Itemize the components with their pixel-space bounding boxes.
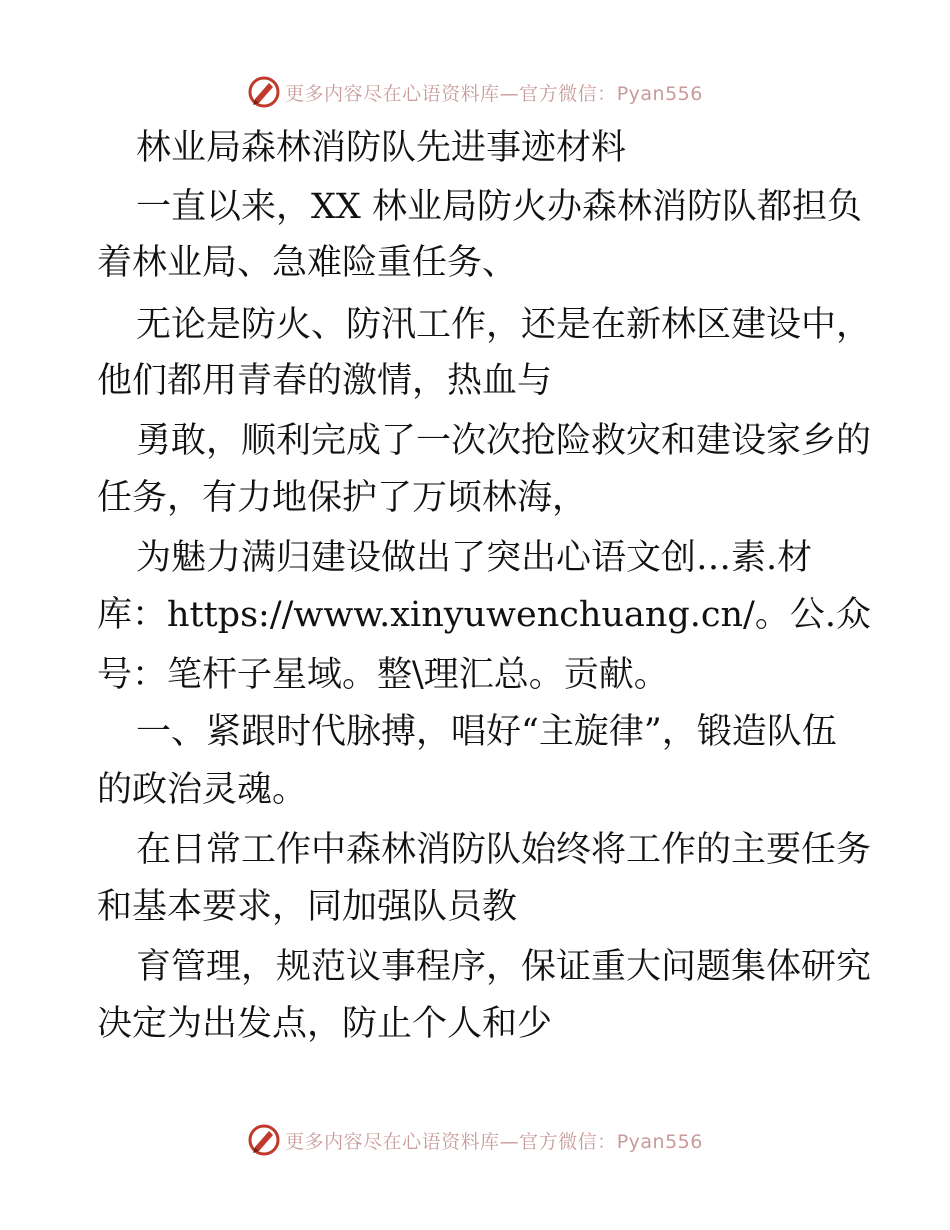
pen-logo-icon: [247, 75, 281, 109]
paragraph-line: 一直以来，XX 林业局防火办森林消防队都担负: [136, 187, 862, 227]
document-title: 林业局森林消防队先进事迹材料: [136, 128, 627, 168]
paragraph-line: 决定为出发点，防止个人和少: [97, 1004, 553, 1044]
paragraph-line: 任务，有力地保护了万顷林海，: [97, 478, 588, 518]
header-banner-text: [285, 79, 703, 106]
footer-banner: [0, 1120, 950, 1160]
header-banner-title: 更多内容尽在心语资料库: [285, 82, 500, 105]
footer-wechat-label: 官方微信：: [519, 1130, 617, 1153]
paragraph-line: 和基本要求，同加强队员教: [97, 887, 518, 927]
paragraph-line: 在日常工作中森林消防队始终将工作的主要任务: [136, 830, 872, 870]
header-banner: [0, 72, 950, 112]
paragraph-line: 为魅力满归建设做出了突出心语文创…素.材: [136, 538, 813, 578]
paragraph-line: 着林业局、急难险重任务、: [97, 243, 518, 283]
paragraph-line: 育管理，规范议事程序，保证重大问题集体研究: [136, 947, 872, 987]
paragraph-line: 库：https://www.xinyuwenchuang.cn/。公.众: [97, 595, 871, 635]
paragraph-line: 号：笔杆子星域。整\理汇总。贡献。: [97, 655, 669, 695]
header-banner-dash: —: [499, 82, 520, 105]
paragraph-line: 无论是防火、防汛工作，还是在新林区建设中，: [136, 305, 872, 345]
paragraph-line: 他们都用青春的激情，热血与: [97, 361, 553, 401]
header-wechat-id: Pyan556: [616, 82, 703, 105]
footer-banner-title: 更多内容尽在心语资料库: [285, 1130, 500, 1153]
footer-wechat-id: Pyan556: [616, 1130, 703, 1153]
footer-banner-text: [285, 1127, 703, 1154]
footer-banner-dash: —: [499, 1130, 520, 1153]
section-heading: 一、紧跟时代脉搏，唱好“主旋律”，锻造队伍: [136, 712, 837, 752]
section-heading-cont: 的政治灵魂。: [97, 770, 308, 810]
pen-logo-icon: [247, 1123, 281, 1157]
header-wechat-label: 官方微信：: [519, 82, 617, 105]
paragraph-line: 勇敢，顺利完成了一次次抢险救灾和建设家乡的: [136, 421, 872, 461]
